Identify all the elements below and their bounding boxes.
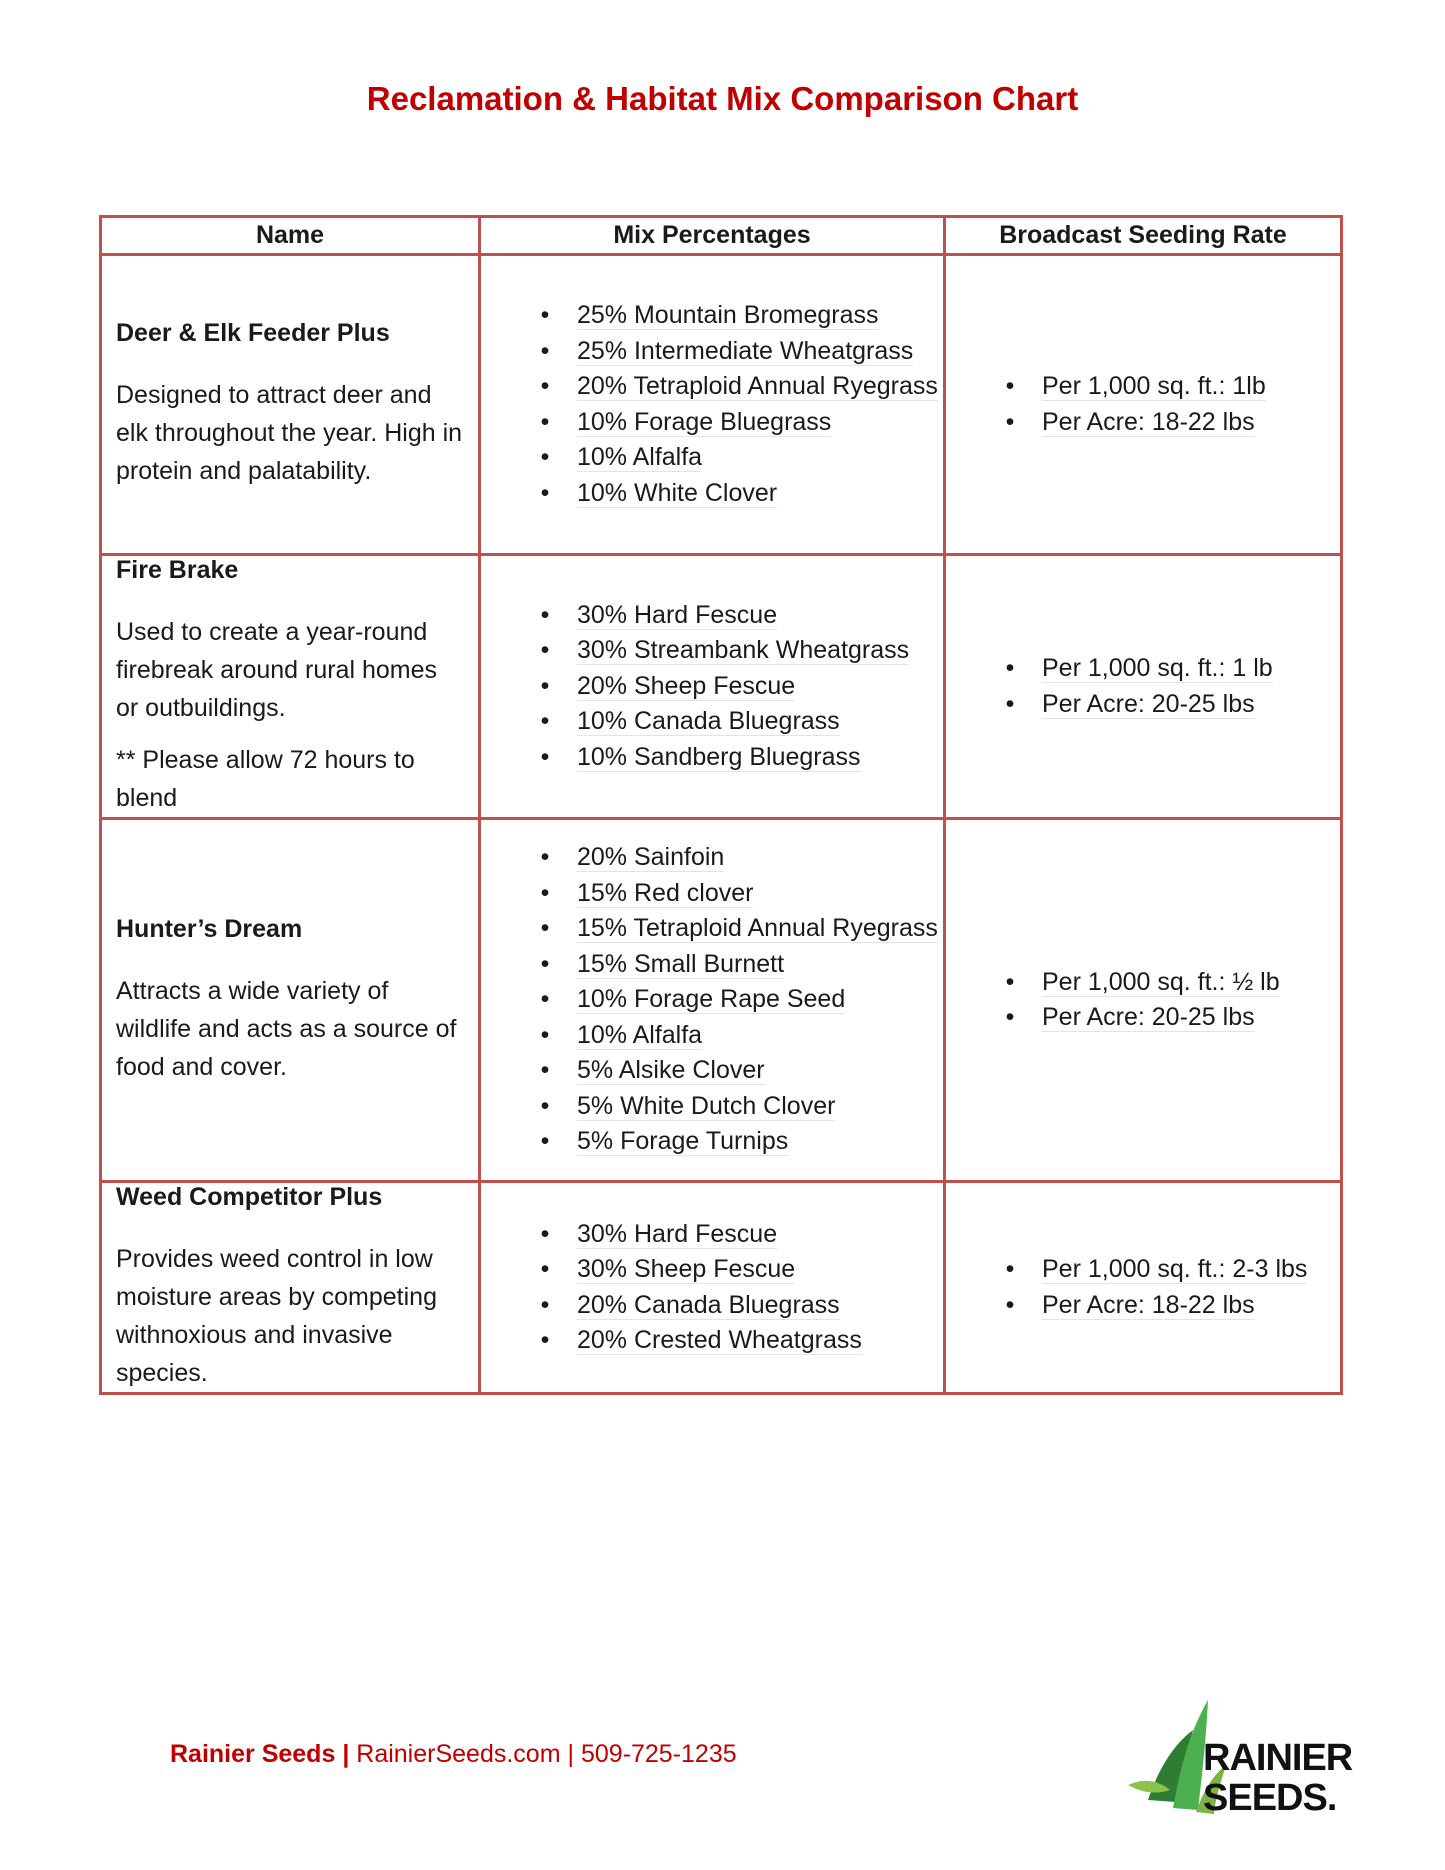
mix-ingredient xyxy=(535,1217,943,1253)
mix-name: Hunter’s Dream xyxy=(116,914,303,943)
seeding-rate-text: Per 1,000 sq. ft.: 1lb xyxy=(1042,372,1266,400)
seeding-rate-cell-list xyxy=(946,651,1340,722)
mix-ingredient xyxy=(535,369,943,405)
logo-line-rainier: RAINIER xyxy=(1203,1737,1353,1779)
mix-ingredient-text: 25% Mountain Bromegrass xyxy=(577,301,879,329)
mix-ingredient xyxy=(535,1288,943,1324)
mix-ingredient xyxy=(535,298,943,334)
mix-ingredient xyxy=(535,1018,943,1054)
mix-ingredient xyxy=(535,1252,943,1288)
seeding-rate-text: Per Acre: 20-25 lbs xyxy=(1042,1003,1255,1031)
mix-name: Deer & Elk Feeder Plus xyxy=(116,319,390,347)
mix-ingredient-text: 10% White Clover xyxy=(577,478,778,507)
seeding-rate xyxy=(1000,369,1340,405)
mix-ingredient xyxy=(535,405,943,441)
mix-ingredient xyxy=(535,669,943,705)
mix-ingredient-text: 30% Streambank Wheatgrass xyxy=(577,636,910,665)
footer-phone: 509-725-1235 xyxy=(580,1740,737,1768)
seeding-rate-text: Per Acre: 18-22 lbs xyxy=(1042,407,1255,436)
mix-percentages-cell xyxy=(480,555,945,819)
page-title: Reclamation & Habitat Mix Comparison Chart xyxy=(366,80,1079,117)
mix-percentages-cell xyxy=(480,1182,945,1394)
mix-ingredient xyxy=(535,1323,943,1359)
footer-separator: | xyxy=(342,1740,350,1768)
mix-ingredient-text: 15% Red clover xyxy=(577,878,754,907)
mix-description: Designed to attract deer and elk throughout the year. High in protein and palatability. xyxy=(116,381,463,485)
mix-name-cell xyxy=(101,1182,480,1394)
footer-separator: | xyxy=(567,1740,574,1768)
bullet-icon: • xyxy=(540,336,550,365)
mix-ingredient xyxy=(535,440,943,476)
mix-ingredient xyxy=(535,334,943,370)
bullet-icon: • xyxy=(540,443,550,471)
bullet-icon: • xyxy=(1005,1255,1015,1283)
footer-contact xyxy=(170,1740,737,1769)
mix-ingredient xyxy=(535,947,943,983)
mix-ingredient-text: 20% Sainfoin xyxy=(577,843,725,872)
mix-ingredient xyxy=(535,476,943,512)
table-row xyxy=(101,819,1342,1182)
bullet-icon: • xyxy=(1005,372,1015,400)
mix-ingredient xyxy=(535,876,943,912)
seeding-rate xyxy=(1000,1000,1340,1036)
mix-ingredient-text: 10% Canada Bluegrass xyxy=(577,707,840,736)
table-row xyxy=(101,1182,1342,1394)
bullet-icon: • xyxy=(1005,407,1015,436)
bullet-icon: • xyxy=(540,1290,550,1319)
logo-line-seeds: SEEDS. xyxy=(1203,1777,1337,1819)
comparison-table xyxy=(99,215,1343,1395)
mix-ingredient xyxy=(535,911,943,947)
bullet-icon: • xyxy=(540,636,550,665)
mix-ingredient-text: 30% Hard Fescue xyxy=(577,600,778,629)
footer-website-link[interactable]: RainierSeeds.com xyxy=(356,1740,561,1768)
seeding-rate-text: Per Acre: 18-22 lbs xyxy=(1042,1290,1255,1319)
mix-description: Used to create a year-round firebreak around rural homes or outbuildings. xyxy=(116,618,437,722)
mix-ingredient-text: 5% Alsike Clover xyxy=(577,1056,765,1085)
seeding-rate-cell xyxy=(945,255,1342,555)
mix-name-cell xyxy=(101,819,480,1182)
seeding-rate xyxy=(1000,651,1340,687)
bullet-icon: • xyxy=(540,1255,550,1283)
mix-ingredient-text: 30% Hard Fescue xyxy=(577,1219,778,1248)
mix-percentages-cell xyxy=(480,819,945,1182)
bullet-icon: • xyxy=(540,1020,550,1049)
mix-ingredient-text: 20% Crested Wheatgrass xyxy=(577,1326,862,1354)
bullet-icon: • xyxy=(1005,967,1015,996)
seeding-rate-text: Per 1,000 sq. ft.: ½ lb xyxy=(1042,967,1280,996)
bullet-icon: • xyxy=(540,949,550,978)
bullet-icon: • xyxy=(540,671,550,700)
bullet-icon: • xyxy=(540,478,550,507)
bullet-icon: • xyxy=(540,1326,550,1354)
bullet-icon: • xyxy=(1005,1290,1015,1319)
seeding-rate-text: Per 1,000 sq. ft.: 1 lb xyxy=(1042,654,1273,682)
mix-ingredient xyxy=(535,982,943,1018)
mix-percentages-cell-list xyxy=(481,840,943,1160)
mix-ingredient-text: 15% Tetraploid Annual Ryegrass xyxy=(577,914,938,943)
mix-ingredient-text: 30% Sheep Fescue xyxy=(577,1255,796,1283)
table-header-row xyxy=(101,217,1342,255)
mix-ingredient-text: 5% White Dutch Clover xyxy=(577,1091,836,1120)
mix-ingredient xyxy=(535,633,943,669)
mix-description: Provides weed control in low moisture areas by competing withnoxious and invasive species. xyxy=(116,1245,437,1387)
bullet-icon: • xyxy=(1005,654,1015,682)
bullet-icon: • xyxy=(540,843,550,872)
mix-ingredient-text: 25% Intermediate Wheatgrass xyxy=(577,336,914,365)
seeding-rate xyxy=(1000,687,1340,723)
seeding-rate-cell xyxy=(945,819,1342,1182)
footer-brand: Rainier Seeds xyxy=(170,1740,336,1768)
seeding-rate-cell-list xyxy=(946,1252,1340,1323)
bullet-icon: • xyxy=(540,1091,550,1120)
seeding-rate xyxy=(1000,405,1340,441)
bullet-icon: • xyxy=(1005,689,1015,718)
bullet-icon: • xyxy=(540,1056,550,1085)
mix-percentages-cell-list xyxy=(481,598,943,776)
mix-note: ** Please allow 72 hours to blend xyxy=(116,746,415,812)
bullet-icon: • xyxy=(540,600,550,629)
mix-ingredient xyxy=(535,1053,943,1089)
mix-name: Weed Competitor Plus xyxy=(116,1183,383,1211)
bullet-icon: • xyxy=(540,1219,550,1248)
mix-ingredient-text: 10% Alfalfa xyxy=(577,443,703,471)
mix-ingredient xyxy=(535,704,943,740)
column-header-name: Name xyxy=(101,217,480,255)
seeding-rate-cell-list xyxy=(946,965,1340,1036)
column-header-rate: Broadcast Seeding Rate xyxy=(945,217,1342,255)
bullet-icon: • xyxy=(540,914,550,943)
seeding-rate xyxy=(1000,1288,1340,1324)
mix-ingredient-text: 20% Sheep Fescue xyxy=(577,671,796,700)
mix-ingredient-text: 15% Small Burnett xyxy=(577,949,785,978)
mix-description: Attracts a wide variety of wildlife and acts as a source of food and cover. xyxy=(116,976,457,1081)
mix-ingredient-text: 5% Forage Turnips xyxy=(577,1127,789,1156)
mix-ingredient-text: 10% Alfalfa xyxy=(577,1020,703,1049)
mix-ingredient-text: 10% Sandberg Bluegrass xyxy=(577,742,861,771)
logo-wordmark xyxy=(1203,1738,1352,1818)
seeding-rate-cell xyxy=(945,555,1342,819)
mix-percentages-cell xyxy=(480,255,945,555)
seeding-rate-text: Per Acre: 20-25 lbs xyxy=(1042,689,1255,718)
seeding-rate-cell xyxy=(945,1182,1342,1394)
seeding-rate-text: Per 1,000 sq. ft.: 2-3 lbs xyxy=(1042,1255,1308,1283)
mix-ingredient-text: 10% Forage Bluegrass xyxy=(577,407,832,436)
column-header-mix: Mix Percentages xyxy=(480,217,945,255)
mix-ingredient-text: 20% Canada Bluegrass xyxy=(577,1290,840,1319)
mix-ingredient xyxy=(535,840,943,876)
bullet-icon: • xyxy=(540,372,550,400)
bullet-icon: • xyxy=(540,707,550,736)
mix-ingredient-text: 10% Forage Rape Seed xyxy=(577,985,846,1014)
table-row xyxy=(101,555,1342,819)
mix-ingredient xyxy=(535,1124,943,1160)
bullet-icon: • xyxy=(540,1127,550,1156)
bullet-icon: • xyxy=(540,878,550,907)
mix-ingredient xyxy=(535,740,943,776)
mix-name-cell xyxy=(101,255,480,555)
seeding-rate xyxy=(1000,965,1340,1001)
seeding-rate-cell-list xyxy=(946,369,1340,440)
bullet-icon: • xyxy=(540,742,550,771)
mix-percentages-cell-list xyxy=(481,298,943,511)
mix-percentages-cell-list xyxy=(481,1217,943,1359)
table-row xyxy=(101,255,1342,555)
mix-ingredient xyxy=(535,598,943,634)
mix-name-cell xyxy=(101,555,480,819)
mix-ingredient xyxy=(535,1089,943,1125)
mix-name: Fire Brake xyxy=(116,556,239,584)
bullet-icon: • xyxy=(540,985,550,1014)
mix-ingredient-text: 20% Tetraploid Annual Ryegrass xyxy=(577,372,938,400)
bullet-icon: • xyxy=(1005,1003,1015,1031)
bullet-icon: • xyxy=(540,407,550,436)
bullet-icon: • xyxy=(540,301,550,329)
seeding-rate xyxy=(1000,1252,1340,1288)
